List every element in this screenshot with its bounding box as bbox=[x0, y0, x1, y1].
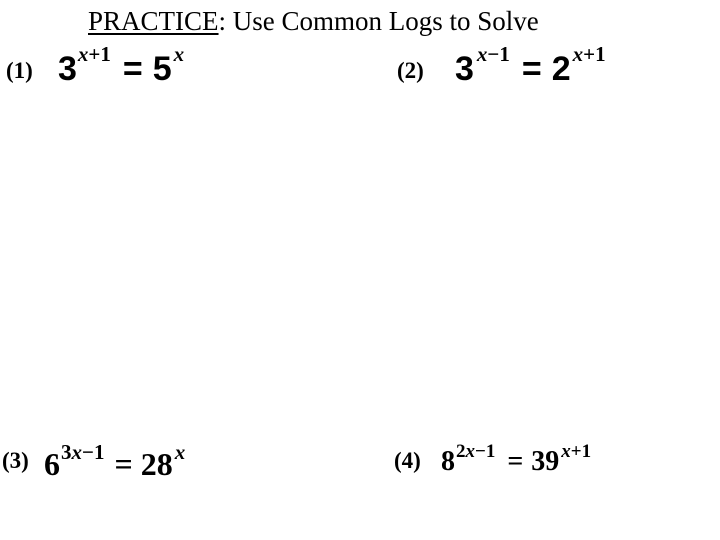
problem-2-rhs-base: 2 bbox=[551, 50, 571, 88]
problem-1-rhs-exponent: x bbox=[173, 42, 185, 66]
problem-2-lhs-base: 3 bbox=[455, 50, 474, 88]
problem-2-rhs-exponent: x+1 bbox=[572, 42, 606, 66]
problem-1-lhs-exponent: x+1 bbox=[77, 42, 111, 66]
problem-1-equation bbox=[58, 42, 185, 88]
problem-4-rhs-exponent: x+1 bbox=[561, 441, 592, 462]
problem-3-rhs-exponent: x bbox=[174, 440, 186, 464]
page-title bbox=[88, 4, 539, 38]
problem-4-label: (4) bbox=[394, 448, 421, 473]
problem-2-lhs-exponent: x−1 bbox=[476, 42, 510, 66]
problem-4-equation bbox=[441, 441, 592, 477]
problem-2-equation bbox=[455, 42, 606, 88]
problem-4-rhs-base: 39 bbox=[531, 446, 560, 477]
problem-3-lhs-base: 6 bbox=[44, 446, 60, 482]
problem-3-label: (3) bbox=[2, 448, 29, 473]
problem-2-equals: = bbox=[521, 50, 542, 88]
problem-1-lhs-base: 3 bbox=[58, 50, 77, 88]
title-instruction: : Use Common Logs to Solve bbox=[218, 6, 539, 36]
problem-4-lhs-base: 8 bbox=[441, 446, 455, 477]
problem-4-equals: = bbox=[507, 446, 524, 477]
problem-3-lhs-exponent: 3x−1 bbox=[61, 440, 105, 464]
problem-1-equals: = bbox=[122, 50, 143, 88]
problem-4-lhs-exponent: 2x−1 bbox=[456, 441, 496, 462]
title-practice: PRACTICE bbox=[88, 6, 219, 36]
problem-3-rhs-base: 28 bbox=[140, 446, 173, 482]
problem-1-label: (1) bbox=[6, 58, 33, 83]
problem-3-equation bbox=[44, 440, 186, 482]
problem-2-label: (2) bbox=[397, 58, 424, 83]
problem-3-equals: = bbox=[114, 446, 133, 482]
problem-1-rhs-base: 5 bbox=[152, 50, 172, 88]
